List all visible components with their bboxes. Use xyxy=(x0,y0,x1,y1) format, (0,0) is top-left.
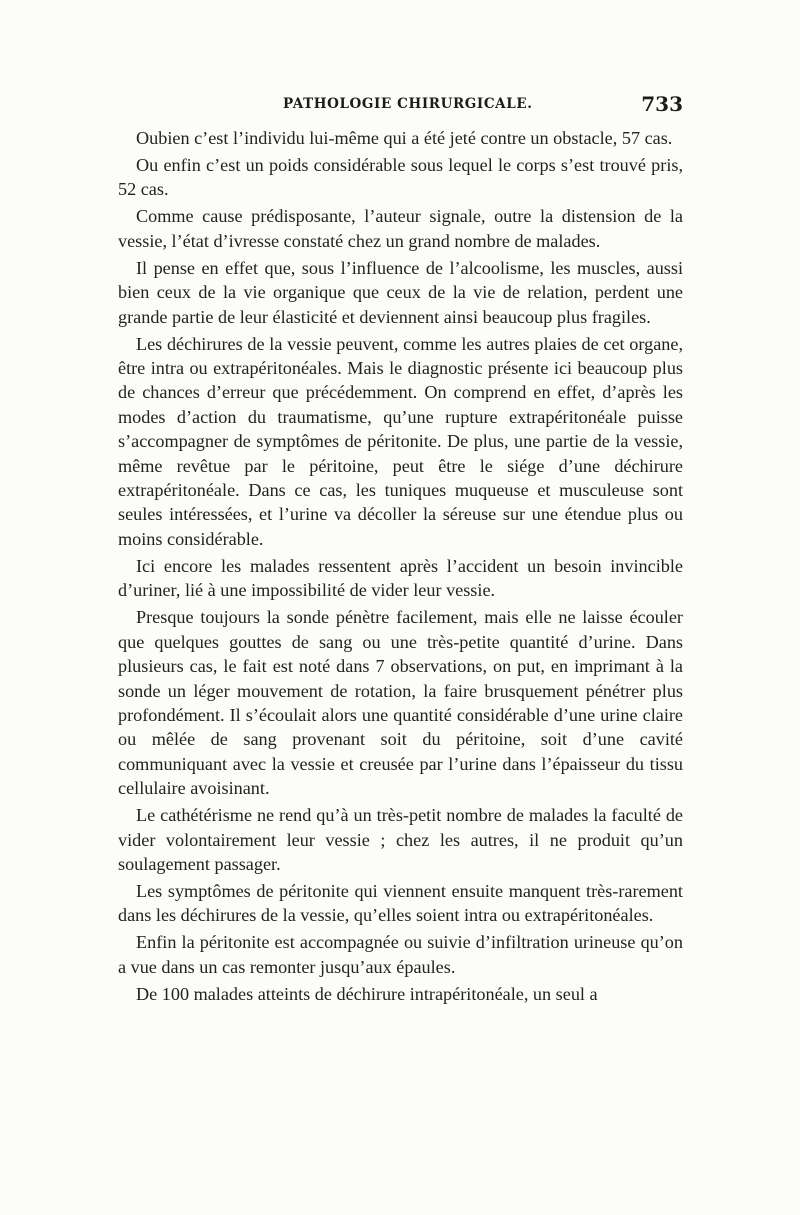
paragraph: Les déchirures de la vessie peuvent, comme les autres plaies de cet organe, être intra ou extrapéritonéales. Mais le diagnostic présente ici beaucoup plus de chances d’erreur que précédemment. On comprend en effet, d’après les modes d’action du traumatisme, qu’une rupture extrapéritonéale puisse s’accompagner de symptômes de péritonite. De plus, une partie de la vessie, même revêtue par le péritoine, peut être le siége d’une déchirure extrapéritonéale. Dans ce cas, les tuniques muqueuse et musculeuse sont seules intéressées, et l’urine va décoller la séreuse sur une étendue plus ou moins considérable. xyxy=(118,333,683,549)
paragraph: Comme cause prédisposante, l’auteur signale, outre la distension de la vessie, l’état d’ivresse constaté chez un grand nombre de malades. xyxy=(118,206,683,251)
paragraph: Oubien c’est l’individu lui-même qui a été jeté contre un obstacle, 57 cas. xyxy=(136,128,673,148)
paragraph: Les symptômes de péritonite qui viennent ensuite manquent très-rarement dans les déchirures de la vessie, qu’elles soient intra ou extrapéritonéales. xyxy=(118,880,683,926)
paragraph: Ici encore les malades ressentent après l’accident un besoin invincible d’uriner, lié à une impossibilité de vider leur vessie. xyxy=(118,555,683,601)
paragraph: Enfin la péritonite est accompagnée ou suivie d’infiltration urineuse qu’on a vue dans un cas remonter jusqu’aux épaules. xyxy=(118,932,683,977)
running-title: PATHOLOGIE CHIRURGICALE. xyxy=(283,96,533,112)
paragraph: Le cathétérisme ne rend qu’à un très-petit nombre de malades la faculté de vider volontairement leur vessie ; chez les autres, il ne produit qu’un soulagement passager. xyxy=(118,805,683,874)
page-number: 733 xyxy=(641,92,683,116)
body-text xyxy=(118,126,683,1009)
page-header xyxy=(118,92,683,122)
paragraph: Presque toujours la sonde pénètre facilement, mais elle ne laisse écouler que quelques gouttes de sang ou une très-petite quantité d’urine. Dans plusieurs cas, le fait est noté dans 7 observations, on put, en imprimant à la sonde un léger mouvement de rotation, la faire brusquement pénétrer plus profondément. Il s’écoulait alors une quantité considérable d’une urine claire ou mêlée de sang provenant soit du péritoine, soit d’une cavité communiquant avec la vessie et creusée par l’urine dans l’épaisseur du tissu cellulaire avoisinant. xyxy=(118,607,683,799)
paragraph: Il pense en effet que, sous l’influence de l’alcoolisme, les muscles, aussi bien ceux de la vie organique que ceux de la vie de relation, perdent une grande partie de leur élasticité et deviennent ainsi beaucoup plus fragiles. xyxy=(118,257,683,327)
paragraph: De 100 malades atteints de déchirure intrapéritonéale, un seul a xyxy=(136,983,598,1004)
paragraph: Ou enfin c’est un poids considérable sous lequel le corps s’est trouvé pris, 52 cas. xyxy=(118,155,683,200)
